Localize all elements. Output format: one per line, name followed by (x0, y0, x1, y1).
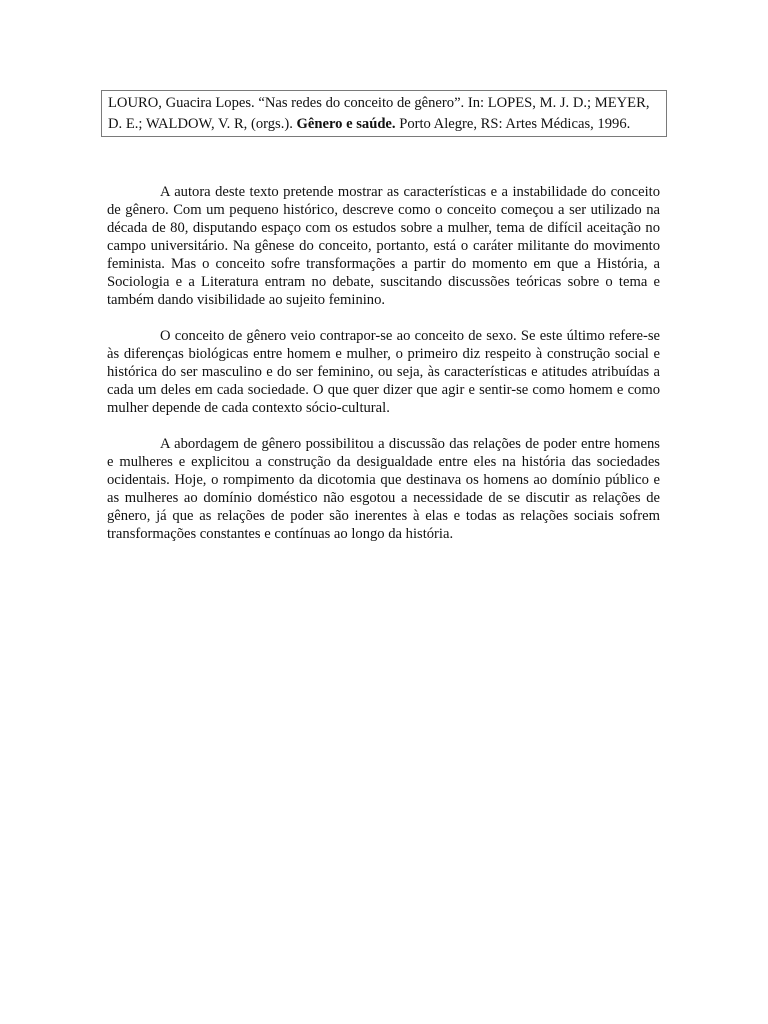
paragraph-2: O conceito de gênero veio contrapor-se ao conceito de sexo. Se este último refere-se às diferenças biológicas entre homem e mulher, o primeiro diz respeito à construção social e histórica do ser masculino e do ser feminino, ou seja, às características e atitudes atribuídas a cada um deles em cada sociedade. O que quer dizer que agir e sentir-se como homem e como mulher depende de cada contexto sócio-cultural. (107, 328, 660, 416)
citation-publisher: Porto Alegre, RS: Artes Médicas, 1996. (395, 116, 631, 132)
citation-book-title: Gênero e saúde. (296, 116, 396, 132)
paragraph-1: A autora deste texto pretende mostrar as características e a instabilidade do conceito de gênero. Com um pequeno histórico, descreve como o conceito começou a ser utilizado na década de 80, disputando espaço com os estudos sobre a mulher, tema de difícil aceitação no campo universitário. Na gênese do conceito, portanto, está o caráter militante do movimento feminista. Mas o conceito sofre transformações a partir do momento em que a História, a Sociologia e a Literatura entram no debate, suscitando discussões teóricas sobre o tema e também dando visibilidade ao sujeito feminino. (107, 184, 660, 308)
citation-text: LOURO, Guacira Lopes. “Nas redes do conceito de gênero”. In: LOPES, M. J. D.; MEYER, D. E.; WALDOW, V. R, (orgs.). (108, 95, 650, 132)
body-text (107, 183, 660, 561)
citation-box (101, 90, 667, 137)
paragraph-3: A abordagem de gênero possibilitou a discussão das relações de poder entre homens e mulheres e explicitou a construção da desigualdade entre eles na história das sociedades ocidentais. Hoje, o rompimento da dicotomia que destinava os homens ao domínio público e as mulheres ao domínio doméstico não esgotou a necessidade de se discutir as relações de gênero, já que as relações de poder são inerentes à elas e todas as relações sociais sofrem transformações constantes e contínuas ao longo da história. (107, 436, 660, 542)
